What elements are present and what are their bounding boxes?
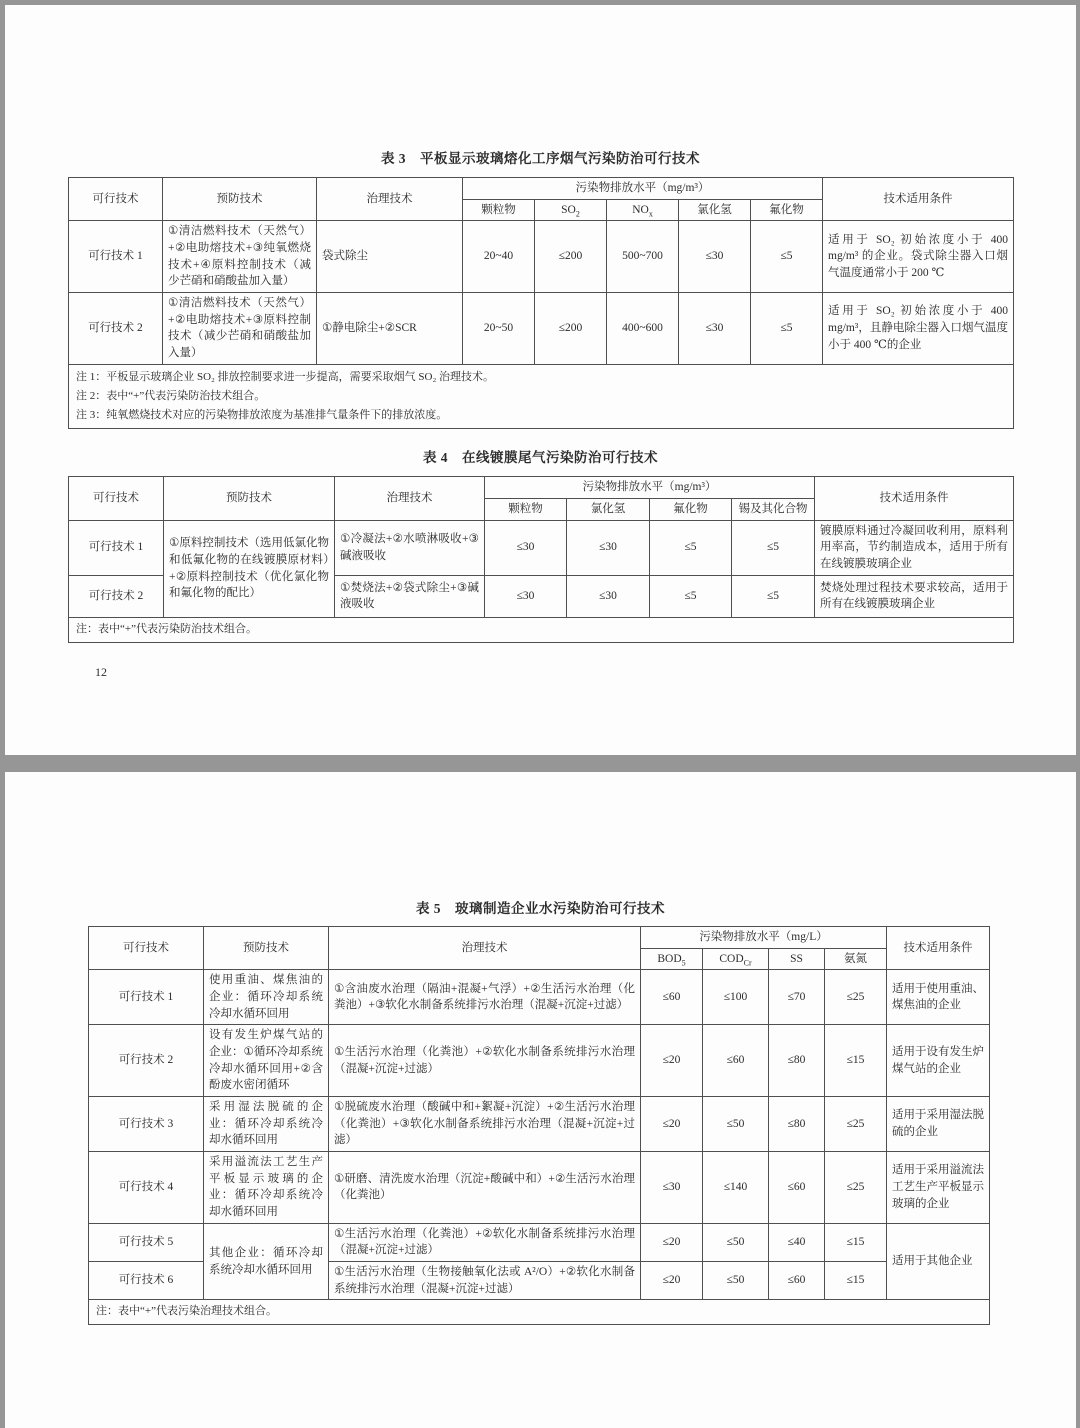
col-header-pollutant: 氟化物 — [751, 199, 823, 221]
emission-value-cell: ≤80 — [769, 1025, 825, 1097]
treatment-cell: ①冷凝法+②水喷淋吸收+③碱液吸收 — [335, 520, 485, 575]
tech-name-cell: 可行技术 2 — [69, 575, 164, 617]
page-2 — [5, 772, 1076, 1428]
treatment-cell: ①静电除尘+②SCR — [317, 293, 463, 365]
tech-name-cell: 可行技术 4 — [89, 1152, 204, 1224]
treatment-cell: ①生活污水治理（生物接触氧化法或 A²/O）+②软化水制备系统排污水治理（混凝+沉淀+过滤） — [329, 1262, 641, 1300]
condition-cell: 适用于使用重油、煤焦油的企业 — [887, 970, 990, 1025]
emission-value-cell: ≤20 — [641, 1025, 703, 1097]
emission-value-cell: ≤30 — [485, 520, 567, 575]
col-header-pollutant: $NO_x$ — [607, 199, 679, 221]
emission-value-cell: ≤100 — [703, 970, 769, 1025]
prevention-cell: ①清洁燃料技术（天然气）+②电助熔技术+③纯氧燃烧技术+④原料控制技术（减少芒硝和硝酸盐加入量） — [163, 221, 317, 293]
emission-value-cell: ≤20 — [641, 1262, 703, 1300]
emission-value-cell: ≤5 — [650, 520, 732, 575]
col-header-emission-level: 污染物排放水平（mg/L） — [641, 927, 887, 949]
treatment-cell: ①生活污水治理（化粪池）+②软化水制备系统排污水治理（混凝+沉淀+过滤） — [329, 1025, 641, 1097]
col-header-conditions: 技术适用条件 — [887, 927, 990, 970]
col-header-emission-level: 污染物排放水平（mg/m³） — [463, 178, 823, 200]
table-4 — [68, 476, 1014, 642]
emission-value-cell: ≤30 — [679, 293, 751, 365]
emission-value-cell: ≤30 — [567, 520, 650, 575]
prevention-cell: 其他企业：循环冷却系统冷却水循环回用 — [204, 1223, 329, 1300]
col-header-treatment: 治理技术 — [317, 178, 463, 221]
table-3-title: 表 3 平板显示玻璃熔化工序烟气污染防治可行技术 — [380, 151, 701, 166]
emission-value-cell: ≤15 — [825, 1262, 887, 1300]
emission-value-cell: ≤15 — [825, 1025, 887, 1097]
table-notes-cell: 注：表中“+”代表污染防治技术组合。 — [69, 617, 1014, 642]
emission-value-cell: ≤25 — [825, 1152, 887, 1224]
condition-cell: 镀膜原料通过冷凝回收利用，原料利用率高，节约制造成本，适用于所有在线镀膜玻璃企业 — [815, 520, 1014, 575]
col-header-pollutant: $BOD_5$ — [641, 948, 703, 970]
treatment-cell: ①焚烧法+②袋式除尘+③碱液吸收 — [335, 575, 485, 617]
col-header-prevention: 预防技术 — [164, 477, 335, 520]
col-header-conditions: 技术适用条件 — [823, 178, 1014, 221]
table-5 — [88, 926, 990, 1325]
table-4-title: 表 4 在线镀膜尾气污染防治可行技术 — [422, 450, 659, 466]
treatment-cell: 袋式除尘 — [317, 221, 463, 293]
col-header-pollutant: 氯化氢 — [567, 499, 650, 521]
col-header-treatment: 治理技术 — [329, 927, 641, 970]
emission-value-cell: ≤30 — [485, 575, 567, 617]
emission-value-cell: 20~40 — [463, 221, 535, 293]
emission-value-cell: ≤40 — [769, 1223, 825, 1261]
condition-cell: 适用于采用溢流法工艺生产平板显示玻璃的企业 — [887, 1152, 990, 1224]
emission-value-cell: ≤5 — [732, 520, 815, 575]
prevention-cell: ①原料控制技术（选用低氯化物和低氟化物的在线镀膜原材料）+②原料控制技术（优化氯化物和氟化物的配比） — [164, 520, 335, 617]
col-header-pollutant: SS — [769, 948, 825, 970]
emission-value-cell: ≤25 — [825, 970, 887, 1025]
emission-value-cell: ≤15 — [825, 1223, 887, 1261]
page-number: 12 — [95, 665, 107, 679]
tech-name-cell: 可行技术 1 — [69, 221, 163, 293]
emission-value-cell: ≤20 — [641, 1097, 703, 1152]
page-1 — [5, 5, 1076, 755]
emission-value-cell: ≤60 — [769, 1152, 825, 1224]
tech-name-cell: 可行技术 2 — [69, 293, 163, 365]
tech-name-cell: 可行技术 5 — [89, 1223, 204, 1261]
col-header-pollutant: $SO_2$ — [535, 199, 607, 221]
col-header-treatment: 治理技术 — [335, 477, 485, 520]
emission-value-cell: ≤70 — [769, 970, 825, 1025]
col-header-pollutant: 氟化物 — [650, 499, 732, 521]
note-line: 注 1：平板显示玻璃企业 SO₂ 排放控制要求进一步提高，需要采取烟气 SO₂ 治理技术。 — [76, 370, 495, 383]
treatment-cell: ①生活污水治理（化粪池）+②软化水制备系统排污水治理（混凝+沉淀+过滤） — [329, 1223, 641, 1261]
col-header-prevention: 预防技术 — [163, 178, 317, 221]
treatment-cell: ①脱硫废水治理（酸碱中和+絮凝+沉淀）+②生活污水治理（化粪池）+③软化水制备系统排污水治理（混凝+沉淀+过滤） — [329, 1097, 641, 1152]
condition-cell: 适用于设有发生炉煤气站的企业 — [887, 1025, 990, 1097]
emission-value-cell: ≤60 — [641, 970, 703, 1025]
emission-value-cell: ≤30 — [641, 1152, 703, 1224]
prevention-cell: 采用湿法脱硫的企业：循环冷却系统冷却水循环回用 — [204, 1097, 329, 1152]
condition-cell: 适用于 SO₂ 初始浓度小于 400 mg/m³，且静电除尘器入口烟气温度小于 400 ℃的企业 — [823, 293, 1014, 365]
emission-value-cell: ≤50 — [703, 1223, 769, 1261]
emission-value-cell: ≤5 — [751, 293, 823, 365]
tech-name-cell: 可行技术 1 — [89, 970, 204, 1025]
table-5-title: 表 5 玻璃制造企业水污染防治可行技术 — [415, 901, 666, 916]
emission-value-cell: ≤50 — [703, 1262, 769, 1300]
note-line: 注 2：表中“+”代表污染防治技术组合。 — [76, 389, 266, 402]
emission-value-cell: ≤200 — [535, 293, 607, 365]
emission-value-cell: ≤80 — [769, 1097, 825, 1152]
tech-name-cell: 可行技术 1 — [69, 520, 164, 575]
condition-cell: 焚烧处理过程技术要求较高，适用于所有在线镀膜玻璃企业 — [815, 575, 1014, 617]
col-header-conditions: 技术适用条件 — [815, 477, 1014, 520]
tech-name-cell: 可行技术 2 — [89, 1025, 204, 1097]
col-header-feasible-tech: 可行技术 — [69, 178, 163, 221]
emission-value-cell: ≤30 — [679, 221, 751, 293]
treatment-cell: ①含油废水治理（隔油+混凝+气浮）+②生活污水治理（化粪池）+③软化水制备系统排污水治理（混凝+沉淀+过滤） — [329, 970, 641, 1025]
emission-value-cell: ≤50 — [703, 1097, 769, 1152]
condition-cell: 适用于采用湿法脱硫的企业 — [887, 1097, 990, 1152]
col-header-emission-level: 污染物排放水平（mg/m³） — [485, 477, 815, 499]
col-header-pollutant: 锡及其化合物 — [732, 499, 815, 521]
col-header-prevention: 预防技术 — [204, 927, 329, 970]
emission-value-cell: ≤20 — [641, 1223, 703, 1261]
emission-value-cell: ≤60 — [769, 1262, 825, 1300]
emission-value-cell: 400~600 — [607, 293, 679, 365]
col-header-pollutant: 氨氮 — [825, 948, 887, 970]
prevention-cell: 采用溢流法工艺生产平板显示玻璃的企业：循环冷却系统冷却水循环回用 — [204, 1152, 329, 1224]
col-header-feasible-tech: 可行技术 — [89, 927, 204, 970]
tech-name-cell: 可行技术 3 — [89, 1097, 204, 1152]
emission-value-cell: 500~700 — [607, 221, 679, 293]
emission-value-cell: ≤30 — [567, 575, 650, 617]
col-header-pollutant: 颗粒物 — [485, 499, 567, 521]
prevention-cell: ①清洁燃料技术（天然气）+②电助熔技术+③原料控制技术（减少芒硝和硝酸盐加入量） — [163, 293, 317, 365]
col-header-feasible-tech: 可行技术 — [69, 477, 164, 520]
note-line: 注 3：纯氧燃烧技术对应的污染物排放浓度为基准排气量条件下的排放浓度。 — [76, 409, 448, 422]
prevention-cell: 使用重油、煤焦油的企业：循环冷却系统冷却水循环回用 — [204, 970, 329, 1025]
table-3 — [68, 177, 1014, 429]
col-header-pollutant: 氯化氢 — [679, 199, 751, 221]
tech-name-cell: 可行技术 6 — [89, 1262, 204, 1300]
col-header-pollutant: 颗粒物 — [463, 199, 535, 221]
table-notes-cell: 注：表中“+”代表污染治理技术组合。 — [89, 1300, 990, 1325]
emission-value-cell: ≤25 — [825, 1097, 887, 1152]
condition-cell: 适用于其他企业 — [887, 1223, 990, 1300]
prevention-cell: 设有发生炉煤气站的企业：①循环冷却系统冷却水循环回用+②含酚废水密闭循环 — [204, 1025, 329, 1097]
emission-value-cell: ≤60 — [703, 1025, 769, 1097]
col-header-pollutant: $COD_{Cr}$ — [703, 948, 769, 970]
emission-value-cell: ≤200 — [535, 221, 607, 293]
emission-value-cell: ≤140 — [703, 1152, 769, 1224]
emission-value-cell: ≤5 — [650, 575, 732, 617]
condition-cell: 适用于 SO₂ 初始浓度小于 400 mg/m³ 的企业。袋式除尘器入口烟气温度通常小于 200 ℃ — [823, 221, 1014, 293]
emission-value-cell: ≤5 — [732, 575, 815, 617]
treatment-cell: ①研磨、清洗废水治理（沉淀+酸碱中和）+②生活污水治理（化粪池） — [329, 1152, 641, 1224]
emission-value-cell: ≤5 — [751, 221, 823, 293]
table-notes-cell — [69, 364, 1014, 429]
emission-value-cell: 20~50 — [463, 293, 535, 365]
